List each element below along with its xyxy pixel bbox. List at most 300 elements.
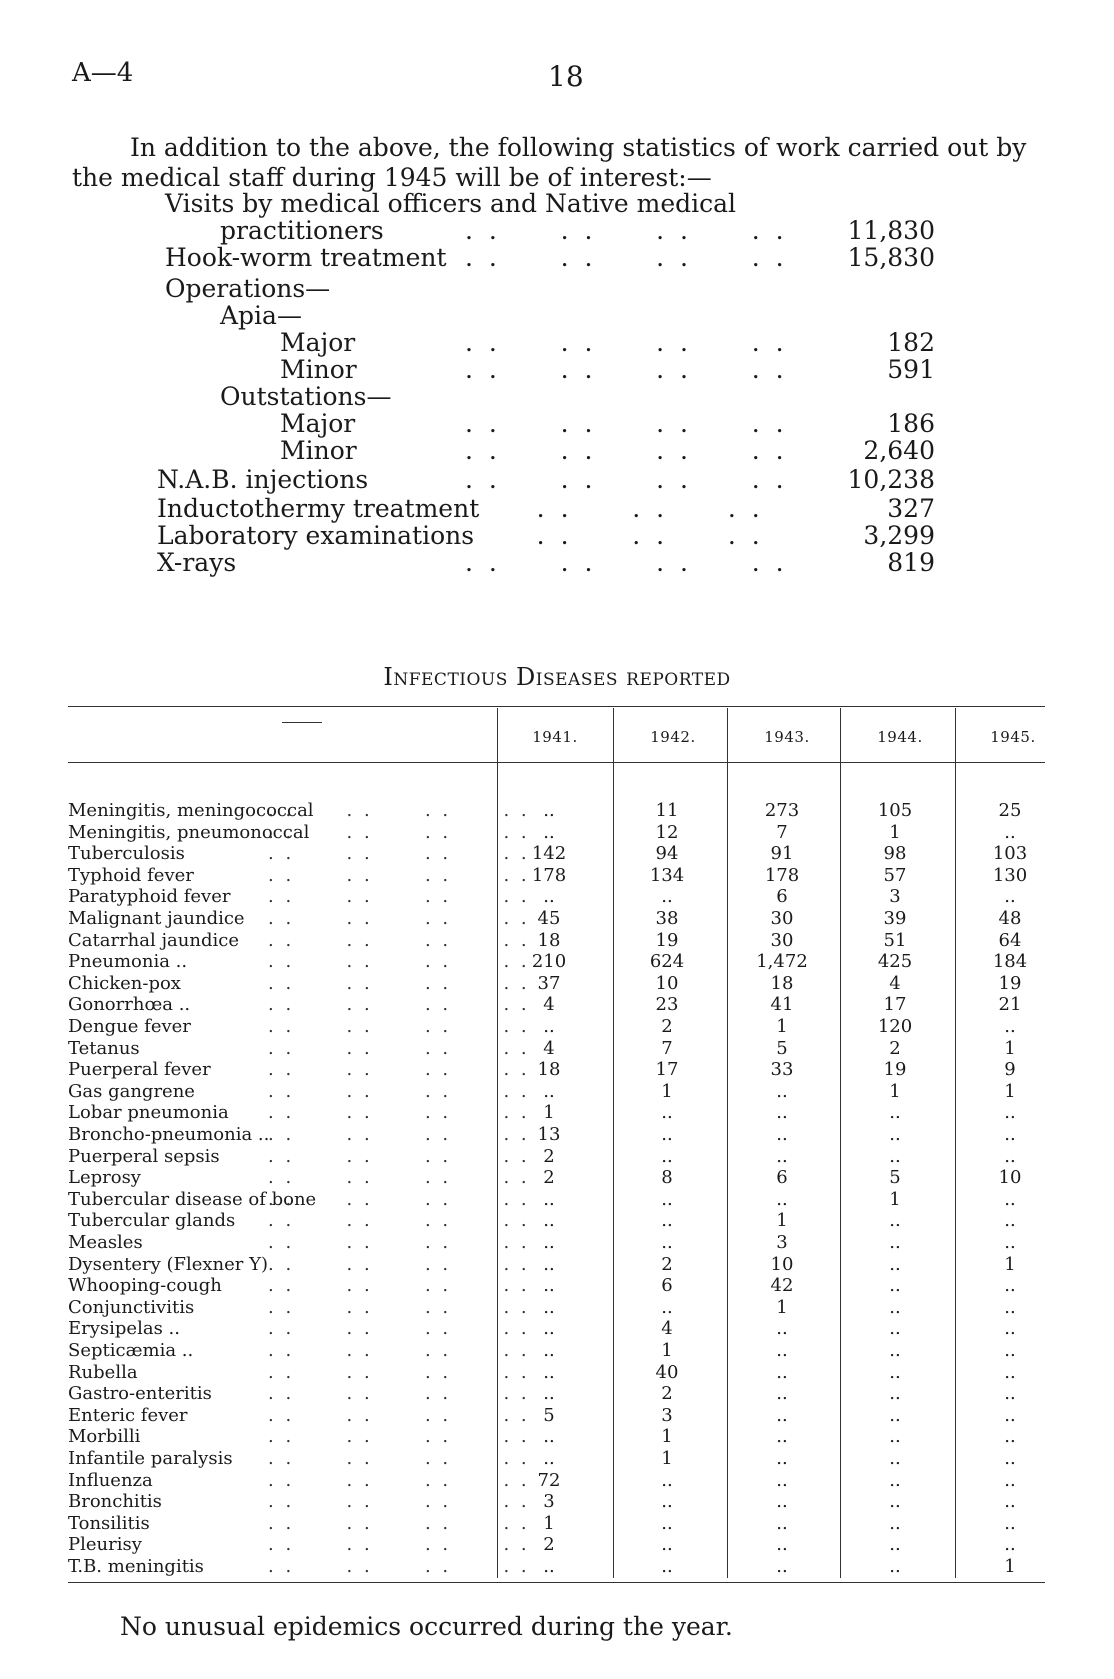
disease-name: Leprosy — [68, 1167, 141, 1189]
table-row — [68, 1340, 1045, 1361]
table-cell: 2 — [661, 1016, 673, 1037]
disease-name: Tetanus — [68, 1037, 140, 1059]
disease-name: Bronchitis — [68, 1491, 162, 1513]
table-cell: .. — [1004, 1296, 1016, 1318]
table-cell: 5 — [543, 1404, 555, 1426]
disease-name: Paratyphoid fever — [68, 886, 231, 908]
table-row — [68, 951, 1045, 972]
statistic-row — [157, 521, 945, 550]
table-cell: 19 — [998, 972, 1022, 994]
table-row — [68, 1491, 1045, 1512]
statistic-label: Laboratory examinations — [157, 521, 475, 550]
statistic-label: X-rays — [157, 548, 237, 577]
statistic-label: Operations— — [165, 274, 331, 303]
table-cell: .. — [661, 1232, 673, 1253]
table-cell: 19 — [655, 929, 679, 951]
leader-dots: . . . . . . . . — [268, 1016, 530, 1037]
table-cell: 178 — [531, 864, 567, 886]
leader-dots: . . . . . . . . — [268, 1491, 530, 1513]
statistic-value: 186 — [887, 409, 935, 438]
table-cell: 41 — [770, 994, 794, 1016]
table-cell: .. — [1004, 1102, 1016, 1124]
statistic-value: 182 — [887, 328, 935, 357]
statistic-row — [165, 275, 945, 302]
table-header-rule — [68, 762, 1045, 763]
intro-text: In addition to the above, the following statistics of work carried out by the medical staff during 1945 will be of interest:— — [72, 133, 1027, 192]
disease-name: Gonorrhœa .. — [68, 994, 191, 1016]
table-row — [68, 1318, 1045, 1339]
statistic-value: 819 — [887, 548, 935, 577]
table-row — [68, 1038, 1045, 1059]
leader-dots: . . . . . . . . — [268, 1361, 530, 1383]
statistic-label: Major — [280, 328, 356, 357]
table-cell: .. — [776, 1124, 788, 1145]
table-cell: 1 — [1004, 1037, 1016, 1059]
statistic-value: 15,830 — [847, 243, 935, 272]
table-cell: .. — [889, 1534, 901, 1556]
table-cell: 25 — [998, 800, 1022, 821]
table-row — [68, 994, 1045, 1015]
table-cell: .. — [1004, 1361, 1016, 1383]
table-cell: .. — [543, 1426, 555, 1448]
table-row — [68, 930, 1045, 951]
table-cell: 1 — [1004, 1080, 1016, 1102]
leader-dots: . . . . . . . . — [268, 1102, 530, 1124]
leader-dots: . . . . . . . . — [465, 355, 788, 384]
table-cell: .. — [543, 1361, 555, 1383]
table-cell: .. — [889, 1404, 901, 1426]
table-cell: 2 — [543, 1534, 555, 1556]
table-row — [68, 1556, 1045, 1577]
disease-name: Whooping-cough — [68, 1275, 222, 1297]
table-cell: .. — [543, 1210, 555, 1232]
table-row — [68, 1362, 1045, 1383]
table-cell: 4 — [543, 1037, 555, 1059]
table-cell: 10 — [655, 972, 679, 994]
table-cell: .. — [889, 1275, 901, 1297]
table-cell: .. — [1004, 1275, 1016, 1297]
disease-name: Gas gangrene — [68, 1080, 195, 1102]
leader-dots: . . . . . . . . — [268, 972, 530, 994]
table-cell: 98 — [883, 843, 907, 865]
disease-name: Measles — [68, 1232, 143, 1253]
disease-name: Typhoid fever — [68, 864, 194, 886]
table-cell: .. — [889, 1210, 901, 1232]
table-cell: 2 — [543, 1145, 555, 1167]
table-cell: 624 — [649, 951, 685, 973]
leader-dots: . . . . . . . . — [268, 864, 530, 886]
table-row — [68, 1405, 1045, 1426]
table-cell: 42 — [770, 1275, 794, 1297]
table-cell: .. — [1004, 1145, 1016, 1167]
intro-paragraph — [72, 133, 1052, 193]
table-cell: .. — [776, 1080, 788, 1102]
leader-dots: . . . . . . . . — [268, 1037, 530, 1059]
table-cell: .. — [1004, 1232, 1016, 1253]
table-cell: 1 — [543, 1512, 555, 1534]
statistic-row — [165, 437, 945, 464]
table-cell: .. — [889, 1340, 901, 1361]
table-cell: 10 — [998, 1167, 1022, 1189]
table-cell: .. — [889, 1383, 901, 1405]
table-row — [68, 1383, 1045, 1404]
table-cell: 3 — [661, 1404, 673, 1426]
table-cell: 1 — [1004, 1253, 1016, 1275]
disease-name: Morbilli — [68, 1426, 141, 1448]
table-cell: .. — [1004, 1340, 1016, 1361]
table-cell: .. — [1004, 1426, 1016, 1448]
table-cell: 10 — [770, 1253, 794, 1275]
disease-name: Lobar pneumonia — [68, 1102, 229, 1124]
table-cell: .. — [661, 1469, 673, 1491]
table-cell: .. — [543, 1188, 555, 1210]
statistic-label: practitioners — [220, 216, 384, 245]
statistic-label: Apia— — [220, 301, 302, 330]
table-row — [68, 1275, 1045, 1296]
table-cell: .. — [1004, 1404, 1016, 1426]
table-row — [68, 1124, 1045, 1145]
table-cell: 30 — [770, 908, 794, 929]
table-cell: 18 — [770, 972, 794, 994]
table-row — [68, 1081, 1045, 1102]
table-row — [68, 1210, 1045, 1231]
table-cell: 7 — [661, 1037, 673, 1059]
disease-name: Puerperal sepsis — [68, 1145, 220, 1167]
statistic-row — [165, 356, 945, 383]
table-cell: .. — [776, 1534, 788, 1556]
table-cell: 2 — [661, 1383, 673, 1405]
table-cell: 1 — [661, 1426, 673, 1448]
table-row — [68, 843, 1045, 864]
table-cell: .. — [889, 1512, 901, 1534]
table-cell: 8 — [661, 1167, 673, 1189]
table-cell: .. — [543, 800, 555, 821]
table-cell: 1 — [543, 1102, 555, 1124]
table-row — [68, 1189, 1045, 1210]
table-cell: .. — [776, 1340, 788, 1361]
table-cell: 18 — [537, 1059, 561, 1081]
disease-name: Rubella — [68, 1361, 138, 1383]
table-row — [68, 1426, 1045, 1447]
disease-name: Tuberculosis — [68, 843, 185, 865]
disease-name: Infantile paralysis — [68, 1448, 233, 1469]
table-row — [68, 1448, 1045, 1469]
table-cell: .. — [889, 1318, 901, 1340]
table-cell: 45 — [537, 908, 561, 929]
table-row — [68, 973, 1045, 994]
table-cell: 142 — [531, 843, 567, 865]
table-cell: 9 — [1004, 1059, 1016, 1081]
leader-dots: . . . . . . . . — [268, 1210, 530, 1232]
table-cell: .. — [543, 1383, 555, 1405]
table-cell: .. — [661, 1145, 673, 1167]
table-cell: 17 — [883, 994, 907, 1016]
statistic-label: N.A.B. injections — [157, 465, 369, 494]
table-cell: .. — [661, 1534, 673, 1556]
table-cell: .. — [776, 1102, 788, 1124]
table-cell: .. — [661, 1188, 673, 1210]
leader-dots: . . . . . . . . — [268, 1188, 530, 1210]
leader-dots: . . . . . . . . — [268, 1296, 530, 1318]
leader-dots: . . . . . . . . — [268, 1275, 530, 1297]
table-cell: 1 — [889, 821, 901, 843]
table-cell: .. — [889, 1426, 901, 1448]
statistic-value: 591 — [887, 355, 935, 384]
table-cell: .. — [1004, 1512, 1016, 1534]
table-cell: .. — [1004, 1534, 1016, 1556]
table-cell: 1 — [776, 1210, 788, 1232]
table-cell: 51 — [883, 929, 907, 951]
disease-name: Influenza — [68, 1469, 153, 1491]
table-cell: .. — [661, 1296, 673, 1318]
leader-dots: . . . . . . . . — [268, 1124, 530, 1145]
table-cell: 4 — [661, 1318, 673, 1340]
table-cell: .. — [661, 1210, 673, 1232]
leader-dots: . . . . . . . . — [268, 1534, 530, 1556]
table-cell: 30 — [770, 929, 794, 951]
table-cell: .. — [661, 886, 673, 908]
table-cell: 37 — [537, 972, 561, 994]
table-cell: .. — [889, 1124, 901, 1145]
leader-dots: . . . . . . . . — [268, 886, 530, 908]
disease-name: Chicken-pox — [68, 972, 181, 994]
table-cell: 13 — [537, 1124, 561, 1145]
leader-dots: . . . . . . . . — [268, 843, 530, 865]
leader-dots: . . . . . . . . — [268, 908, 530, 929]
table-cell: 1 — [1004, 1556, 1016, 1577]
table-cell: 72 — [537, 1469, 561, 1491]
table-cell: .. — [661, 1124, 673, 1145]
table-cell: 134 — [649, 864, 685, 886]
leader-dots: . . . . . . . . — [268, 1318, 530, 1340]
table-cell: 178 — [764, 864, 800, 886]
table-row — [68, 822, 1045, 843]
table-cell: 40 — [655, 1361, 679, 1383]
table-cell: .. — [889, 1448, 901, 1469]
leader-dots: . . . . . . . . — [465, 216, 788, 245]
table-cell: .. — [543, 1296, 555, 1318]
leader-dots: . . . . . . . . — [465, 548, 788, 577]
statistic-label: Minor — [280, 436, 357, 465]
table-row — [68, 1167, 1045, 1188]
table-cell: .. — [776, 1404, 788, 1426]
statistic-row — [157, 548, 945, 577]
table-row — [68, 800, 1045, 821]
statistic-row — [157, 494, 945, 523]
disease-name: Meningitis, meningococcal — [68, 800, 314, 821]
table-cell: .. — [776, 1469, 788, 1491]
leader-dots: . . . . . . . . — [268, 1383, 530, 1405]
table-cell: .. — [1004, 821, 1016, 843]
table-cell: 21 — [998, 994, 1022, 1016]
disease-name: Tonsilitis — [68, 1512, 150, 1534]
statistic-label: Inductothermy treatment — [157, 494, 480, 523]
table-cell: .. — [889, 1491, 901, 1513]
disease-name: Dengue fever — [68, 1016, 191, 1037]
table-cell: 1 — [889, 1188, 901, 1210]
table-row — [68, 1513, 1045, 1534]
table-cell: 12 — [655, 821, 679, 843]
table-row — [68, 865, 1045, 886]
table-cell: 6 — [776, 886, 788, 908]
table-cell: .. — [1004, 1469, 1016, 1491]
table-cell: 2 — [889, 1037, 901, 1059]
table-bottom-rule — [68, 1582, 1045, 1583]
table-cell: .. — [543, 886, 555, 908]
disease-name: Gastro-enteritis — [68, 1383, 212, 1405]
leader-dots: . . . . . . . . — [268, 1448, 530, 1469]
statistic-row — [157, 465, 945, 494]
table-cell: .. — [1004, 1188, 1016, 1210]
table-row — [68, 908, 1045, 929]
table-cell: .. — [543, 1232, 555, 1253]
leader-dots: . . . . . . . . — [268, 1059, 530, 1081]
page-code: A—4 — [72, 58, 134, 88]
statistic-row — [165, 244, 945, 271]
disease-name: Puerperal fever — [68, 1059, 211, 1081]
leader-dots: . . . . . . . . — [465, 436, 788, 465]
table-cell: .. — [661, 1102, 673, 1124]
table-row — [68, 1016, 1045, 1037]
table-cell: 38 — [655, 908, 679, 929]
statistic-row — [165, 302, 945, 329]
work-statistics-list — [157, 189, 945, 577]
statistic-label: Outstations— — [220, 382, 392, 411]
year-column-header: 1941. — [532, 728, 578, 746]
disease-name: Dysentery (Flexner Y) — [68, 1253, 269, 1275]
table-cell: 1,472 — [756, 951, 808, 973]
statistic-value: 10,238 — [847, 465, 935, 494]
table-cell: .. — [543, 821, 555, 843]
table-cell: .. — [776, 1318, 788, 1340]
leader-dots: . . . . . . . . — [268, 994, 530, 1016]
table-cell: .. — [776, 1188, 788, 1210]
table-row — [68, 1102, 1045, 1123]
table-row — [68, 1232, 1045, 1253]
table-cell: .. — [543, 1448, 555, 1469]
table-cell: 11 — [655, 800, 679, 821]
table-cell: 130 — [992, 864, 1028, 886]
statistic-value: 327 — [887, 494, 935, 523]
table-cell: 5 — [776, 1037, 788, 1059]
table-cell: .. — [889, 1361, 901, 1383]
disease-name: Pneumonia .. — [68, 951, 188, 973]
disease-name: Tubercular disease of bone — [68, 1188, 317, 1210]
table-cell: .. — [776, 1426, 788, 1448]
table-cell: 5 — [889, 1167, 901, 1189]
table-cell: 210 — [531, 951, 567, 973]
leader-dots: . . . . . . . . — [465, 328, 788, 357]
table-cell: 3 — [543, 1491, 555, 1513]
disease-name: Catarrhal jaundice — [68, 929, 239, 951]
table-cell: .. — [776, 1145, 788, 1167]
table-cell: .. — [776, 1556, 788, 1577]
table-cell: 3 — [776, 1232, 788, 1253]
leader-dots: . . . . . . . . — [268, 1253, 530, 1275]
table-cell: .. — [1004, 1210, 1016, 1232]
table-cell: .. — [1004, 1448, 1016, 1469]
leader-dots: . . . . . . . . — [268, 1556, 530, 1577]
table-cell: 48 — [998, 908, 1022, 929]
table-cell: 1 — [776, 1296, 788, 1318]
statistic-value: 2,640 — [863, 436, 935, 465]
statistic-value: 3,299 — [863, 521, 935, 550]
table-row — [68, 886, 1045, 907]
table-cell: 19 — [883, 1059, 907, 1081]
table-cell: 4 — [543, 994, 555, 1016]
leader-dots: . . . . . . . . — [268, 800, 530, 821]
table-cell: 18 — [537, 929, 561, 951]
leader-dots: . . . . . . . . — [268, 1469, 530, 1491]
leader-dots: . . . . . . — [465, 494, 764, 523]
year-column-header: 1942. — [650, 728, 696, 746]
leader-dots: . . . . . . . . — [465, 409, 788, 438]
table-cell: 64 — [998, 929, 1022, 951]
table-row — [68, 1297, 1045, 1318]
table-top-rule — [68, 706, 1045, 707]
leader-dots: . . . . . . . . — [268, 1232, 530, 1253]
statistic-row — [165, 383, 945, 410]
disease-name: Tubercular glands — [68, 1210, 236, 1232]
table-cell: 184 — [992, 951, 1028, 973]
statistic-row — [165, 217, 945, 244]
table-cell: .. — [889, 1253, 901, 1275]
leader-dots: . . . . . . . . — [465, 243, 788, 272]
leader-dots: . . . . . . . . — [268, 1167, 530, 1189]
table-cell: 94 — [655, 843, 679, 865]
leader-dots: . . . . . . . . — [268, 1340, 530, 1361]
table-cell: .. — [543, 1340, 555, 1361]
table-cell: 57 — [883, 864, 907, 886]
table-cell: 1 — [661, 1448, 673, 1469]
disease-name: Septicæmia .. — [68, 1340, 194, 1361]
table-cell: .. — [1004, 1383, 1016, 1405]
table-cell: .. — [889, 1296, 901, 1318]
stub-heading-dash — [282, 722, 322, 723]
table-cell: .. — [889, 1469, 901, 1491]
table-cell: 91 — [770, 843, 794, 865]
table-cell: 6 — [661, 1275, 673, 1297]
table-cell: 2 — [661, 1253, 673, 1275]
table-cell: 17 — [655, 1059, 679, 1081]
table-cell: .. — [776, 1448, 788, 1469]
disease-name: Conjunctivitis — [68, 1296, 195, 1318]
leader-dots: . . . . . . . . — [268, 1145, 530, 1167]
table-cell: .. — [889, 1232, 901, 1253]
table-cell: 33 — [770, 1059, 794, 1081]
statistic-row — [165, 410, 945, 437]
table-cell: 6 — [776, 1167, 788, 1189]
table-cell: .. — [776, 1512, 788, 1534]
table-cell: 4 — [889, 972, 901, 994]
disease-name: Pleurisy — [68, 1534, 142, 1556]
disease-name: Enteric fever — [68, 1404, 188, 1426]
table-cell: 1 — [661, 1080, 673, 1102]
statistic-label: Hook-worm treatment — [165, 243, 447, 272]
disease-name: Malignant jaundice — [68, 908, 245, 929]
leader-dots: . . . . . . . . — [268, 929, 530, 951]
leader-dots: . . . . . . . . — [268, 1426, 530, 1448]
table-cell: .. — [1004, 1124, 1016, 1145]
disease-name: Broncho-pneumonia .. — [68, 1124, 270, 1145]
table-cell: .. — [543, 1016, 555, 1037]
table-cell: .. — [776, 1491, 788, 1513]
table-cell: .. — [661, 1512, 673, 1534]
leader-dots: . . . . . . . . — [268, 1080, 530, 1102]
statistic-row — [165, 190, 945, 217]
table-cell: 3 — [889, 886, 901, 908]
table-row — [68, 1146, 1045, 1167]
